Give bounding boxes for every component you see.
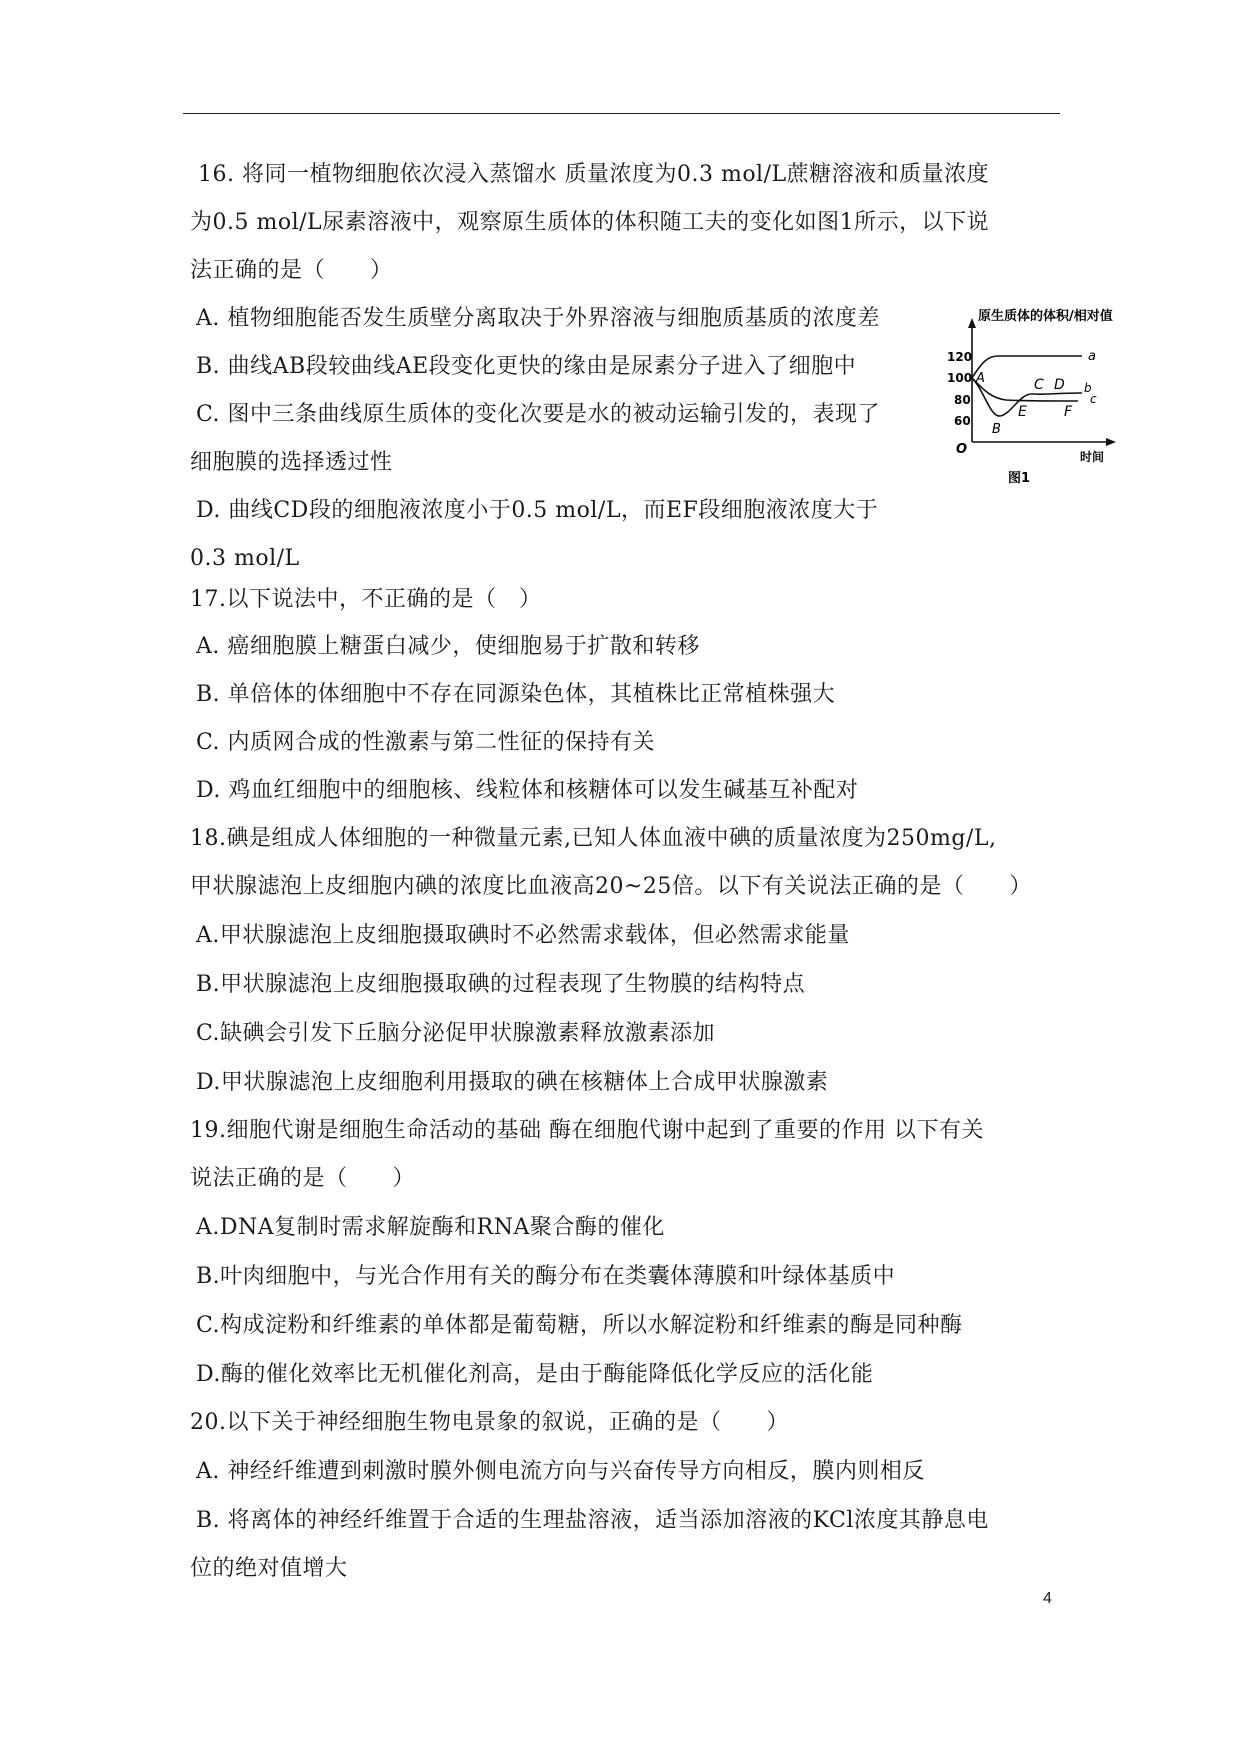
point-label-d: D: [1054, 377, 1065, 393]
q20-option-a: A. 神经纤维遭到刺激时膜外侧电流方向与兴奋传导方向相反，膜内则相反: [196, 1459, 925, 1484]
q20-stem: 20.以下关于神经细胞生物电景象的叙说，正确的是（ ）: [190, 1410, 789, 1435]
q17-option-c: C. 内质网合成的性激素与第二性征的保持有关: [196, 730, 656, 755]
q17-option-d: D. 鸡血红细胞中的细胞核、线粒体和核糖体可以发生碱基互补配对: [196, 778, 859, 803]
q18-option-b: B.甲状腺滤泡上皮细胞摄取碘的过程表现了生物膜的结构特点: [196, 972, 806, 997]
header-rule: [183, 113, 1060, 114]
q16-stem-line-3: 法正确的是（ ）: [190, 258, 393, 283]
q19-option-d: D.酶的催化效率比无机催化剂高，是由于酶能降低化学反应的活化能: [196, 1362, 874, 1387]
point-label-f: F: [1064, 404, 1073, 420]
q19-stem-line-2: 说法正确的是（ ）: [190, 1166, 416, 1191]
q18-option-a: A.甲状腺滤泡上皮细胞摄取碘时不必然需求载体，但必然需求能量: [196, 923, 850, 948]
q17-option-b: B. 单倍体的体细胞中不存在同源染色体，其植株比正常植株强大: [196, 682, 836, 707]
q18-stem-line-1: 18.碘是组成人体细胞的一种微量元素,已知人体血液中碘的质量浓度为250mg/L,: [190, 826, 997, 851]
q19-option-b: B.叶肉细胞中，与光合作用有关的酶分布在类囊体薄膜和叶绿体基质中: [196, 1264, 896, 1289]
ytick-60: 60: [954, 414, 971, 428]
curve-label-c: c: [1090, 392, 1097, 406]
q19-stem-line-1: 19.细胞代谢是细胞生命活动的基础 酶在细胞代谢中起到了重要的作用 以下有关: [190, 1118, 984, 1143]
point-label-a: A: [976, 371, 985, 386]
figure-caption: 图1: [1008, 471, 1031, 486]
q20-option-b-cont: 位的绝对值增大: [190, 1556, 348, 1581]
ytick-120: 120: [947, 350, 973, 364]
q18-option-c: C.缺碘会引发下丘脑分泌促甲状腺激素释放激素添加: [196, 1021, 716, 1046]
q17-stem: 17.以下说法中，不正确的是（ ）: [190, 587, 542, 612]
q16-option-d-cont: 0.3 mol/L: [190, 546, 300, 571]
ytick-80: 80: [954, 393, 971, 407]
point-label-c: C: [1034, 377, 1044, 393]
figure-1: [947, 302, 1130, 492]
q19-option-c: C.构成淀粉和纤维素的单体都是葡萄糖，所以水解淀粉和纤维素的酶是同种酶: [196, 1313, 963, 1338]
point-label-b: B: [992, 422, 1001, 437]
figure-ylabel: 原生质体的体积/相对值: [978, 309, 1113, 324]
q18-option-d: D.甲状腺滤泡上皮细胞利用摄取的碘在核糖体上合成甲状腺激素: [196, 1070, 829, 1095]
q17-option-a: A. 癌细胞膜上糖蛋白减少，使细胞易于扩散和转移: [196, 634, 700, 659]
q16-stem-line-2: 为0.5 mol/L尿素溶液中，观察原生质体的体积随工夫的变化如图1所示，以下说: [190, 210, 990, 235]
curve-label-b: b: [1084, 381, 1092, 395]
ytick-100: 100: [947, 371, 973, 385]
q19-option-a: A.DNA复制时需求解旋酶和RNA聚合酶的催化: [196, 1215, 665, 1240]
q20-option-b: B. 将离体的神经纤维置于合适的生理盐溶液，适当添加溶液的KCl浓度其静息电: [196, 1508, 989, 1533]
q16-option-b: B. 曲线AB段较曲线AE段变化更快的缘由是尿素分子进入了细胞中: [196, 354, 857, 379]
q16-option-a: A. 植物细胞能否发生质壁分离取决于外界溶液与细胞质基质的浓度差: [196, 306, 880, 331]
point-label-e: E: [1018, 404, 1027, 420]
q18-stem-line-2: 甲状腺滤泡上皮细胞内碘的浓度比血液高20~25倍。以下有关说法正确的是（ ）: [190, 874, 1032, 899]
page-number: 4: [1043, 1590, 1052, 1607]
q16-option-c: C. 图中三条曲线原生质体的变化次要是水的被动运输引发的，表现了: [196, 402, 881, 427]
q16-stem-line-1: 16. 将同一植物细胞依次浸入蒸馏水 质量浓度为0.3 mol/L蔗糖溶液和质量浓度: [198, 162, 990, 187]
origin-label: O: [956, 442, 968, 457]
curve-label-a: a: [1088, 349, 1096, 364]
figure-xlabel: 时间: [1080, 450, 1105, 464]
q16-option-c-cont: 细胞膜的选择透过性: [190, 450, 393, 475]
q16-option-d: D. 曲线CD段的细胞液浓度小于0.5 mol/L，而EF段细胞液浓度大于: [196, 498, 879, 523]
